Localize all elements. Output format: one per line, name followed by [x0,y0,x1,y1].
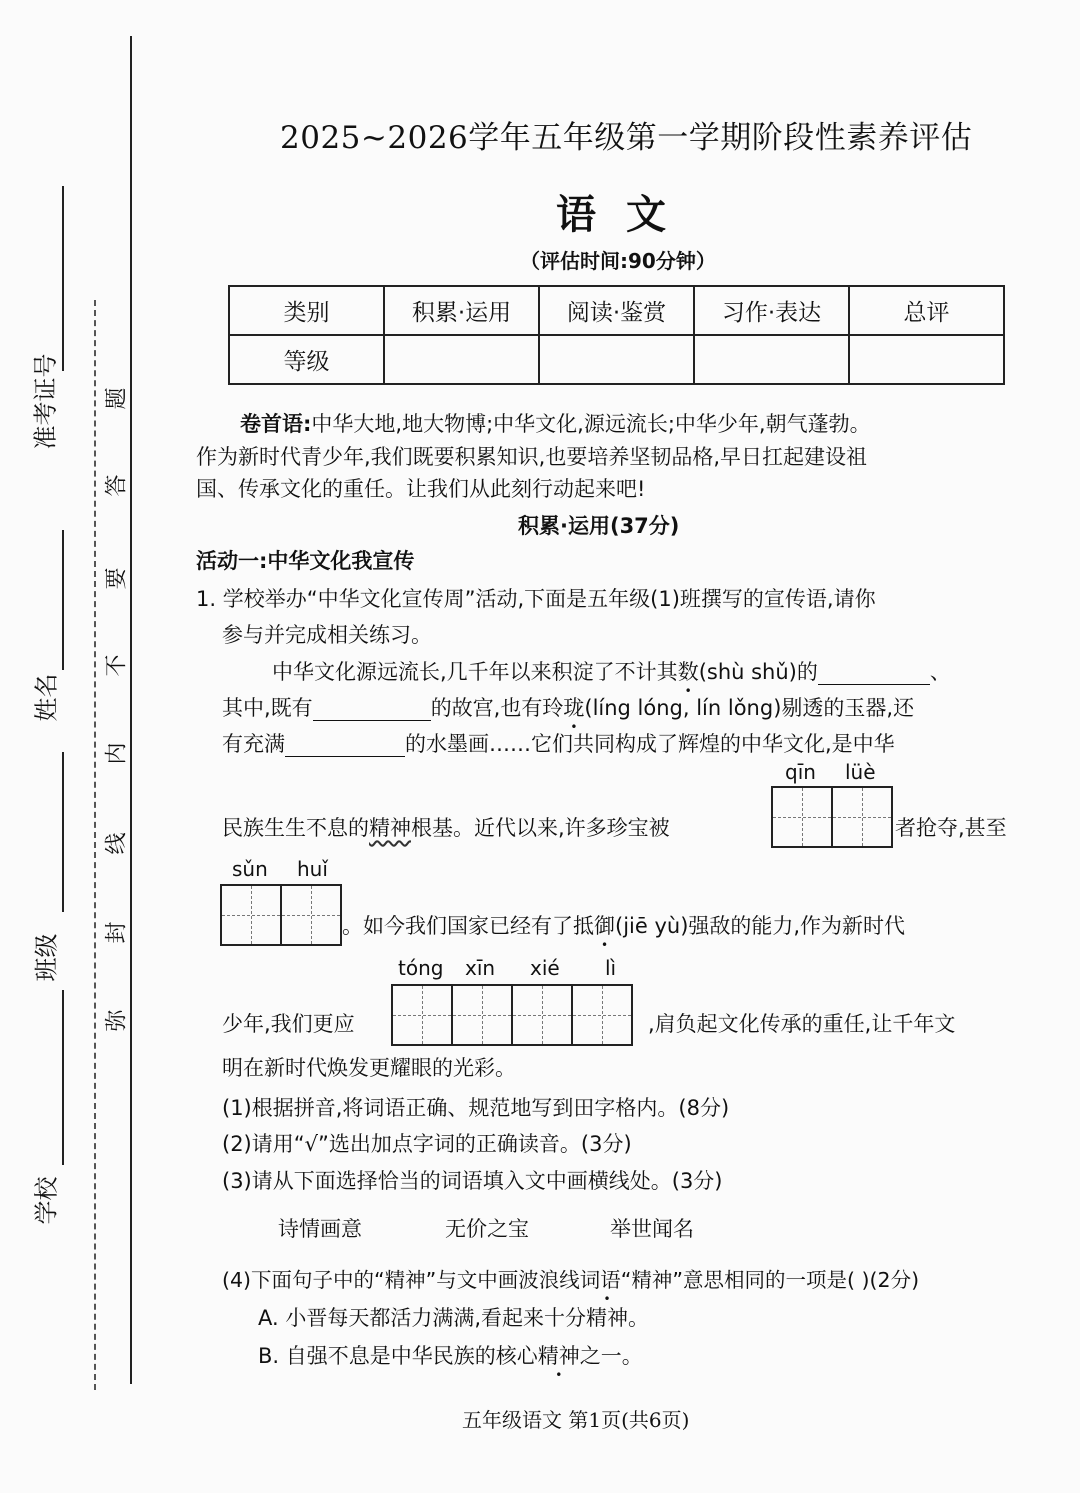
word-option: 诗情画意 [278,1217,362,1241]
passage-text: 民族生生不息的 [222,816,369,840]
section-title: 积累·运用(37分) [518,514,680,538]
pinyin-hui: huǐ [297,857,328,881]
passage-text: 。如今我们国家已经有了抵 [342,914,594,938]
sub-question-3: (3)请从下面选择恰当的词语填入文中画横线处。(3分) [222,1169,723,1193]
tianzi-grid-sunhui[interactable] [220,884,342,946]
fill-blank-3[interactable] [285,732,405,757]
option-a[interactable] [258,1302,649,1332]
seal-word: 内 [104,742,130,765]
option-b-text: 之一。 [579,1344,643,1368]
pinyin-choice-long[interactable]: (líng lóng, lín lǒng)剔透的玉器,还 [584,696,915,720]
grade-input-cell[interactable] [694,335,849,384]
exam-time: （评估时间:90分钟） [520,249,716,273]
tianzi-grid-qinlue[interactable] [771,786,893,848]
sub-question-2: (2)请用“√”选出加点字词的正确读音。(3分) [222,1132,632,1156]
score-table-cell: 总评 [849,286,1004,335]
tianzi-cell[interactable] [280,884,342,946]
score-table-grade-row [229,335,1004,384]
tianzi-grid-tongxinxieli[interactable] [391,984,633,1046]
binding-dashed-line [94,300,96,1390]
score-table-cell: 积累·运用 [384,286,539,335]
school-label: 学校 [32,1176,61,1225]
dotted-char: 珑 [563,696,585,720]
q1-stem-line-2: 参与并完成相关练习。 [222,623,432,647]
word-option: 举世闻名 [610,1217,694,1241]
passage-line-3 [222,728,895,758]
sub-question-1: (1)根据拼音,将词语正确、规范地写到田字格内。(8分) [222,1096,730,1120]
passage-line-5 [342,910,905,940]
passage-text: 根基。近代以来,许多珍宝被 [411,816,670,840]
pinyin-xin: xīn [465,956,496,980]
class-label: 班级 [32,933,61,982]
tianzi-cell[interactable] [571,984,633,1046]
exam-title: 2025~2026学年五年级第一学期阶段性素养评估 [280,120,973,156]
wavy-word-jingshen: 精神 [369,816,411,840]
name-line[interactable] [62,530,64,670]
passage-line-6b: ,肩负起文化传承的重任,让千年文 [648,1012,956,1036]
seal-word: 题 [104,387,130,410]
score-table-cell: 等级 [229,335,384,384]
pinyin-tong: tóng [398,956,444,980]
binding-solid-line [130,36,132,1384]
score-table-cell: 习作·表达 [694,286,849,335]
exam-number-label: 准考证号 [31,353,60,450]
passage-line-2 [222,692,914,722]
passage-text: 中华文化源远流长,几千年以来积淀了不计其 [272,660,678,684]
intro-label: 卷首语: [240,412,312,436]
dotted-char: 数 [677,660,699,684]
pinyin-lue: lüè [845,760,876,784]
passage-text: 的水墨画……它们共同构成了辉煌的中华文化,是中华 [405,732,895,756]
fill-blank-2[interactable] [313,696,431,721]
seal-word: 不 [104,654,130,677]
passage-line-1 [272,656,951,686]
page-footer: 五年级语文 第1页(共6页) [462,1408,690,1432]
passage-line-4a [222,812,670,842]
tianzi-cell[interactable] [511,984,573,1046]
seal-word: 封 [104,921,130,944]
option-b[interactable] [258,1340,643,1370]
tianzi-cell[interactable] [771,786,833,848]
subject-title: 语文 [556,192,696,238]
pinyin-li: lì [605,956,617,980]
exam-number-line[interactable] [62,186,64,371]
dotted-word: 精神 [586,1306,629,1330]
passage-text: 、 [929,660,951,684]
dotted-char: 御 [594,914,615,938]
pinyin-qin: qīn [785,760,816,784]
intro-line-3: 国、传承文化的重任。让我们从此刻行动起来吧! [196,477,646,501]
intro-line-2: 作为新时代青少年,我们既要积累知识,也要培养坚韧品格,早日扛起建设祖 [196,445,868,469]
option-a-text: 。 [628,1306,650,1330]
word-option: 无价之宝 [445,1217,529,1241]
activity-title: 活动一:中华文化我宣传 [196,549,415,573]
score-table-cell: 类别 [229,286,384,335]
seal-word: 要 [104,567,130,590]
score-table-header-row [229,286,1004,335]
passage-line-7: 明在新时代焕发更耀眼的光彩。 [222,1056,516,1080]
intro-line-1 [240,408,871,438]
class-line[interactable] [62,752,64,912]
passage-line-4b: 者抢夺,甚至 [895,816,1007,840]
q1-stem-line-1: 1. 学校举办“中华文化宣传周”活动,下面是五年级(1)班撰写的宣传语,请你 [196,587,876,611]
passage-text: 的故宫,也有玲 [430,696,564,720]
seal-word: 答 [104,474,130,497]
passage-line-6a: 少年,我们更应 [222,1012,355,1036]
option-a-text: A. 小晋每天都活力满满,看起来十分 [258,1306,587,1330]
seal-word: 线 [104,832,130,855]
school-line[interactable] [62,990,64,1165]
tianzi-cell[interactable] [831,786,893,848]
sub-question-4[interactable]: (4)下面句子中的“精神”与文中画波浪线词语“精神”意思相同的一项是( )(2分) [222,1268,920,1292]
name-label: 姓名 [32,673,61,722]
fill-blank-1[interactable] [818,660,930,685]
tianzi-cell[interactable] [391,984,453,1046]
seal-word: 弥 [104,1009,130,1032]
intro-text: 中华大地,地大物博;中华文化,源远流长;中华少年,朝气蓬勃。 [311,412,871,436]
tianzi-cell[interactable] [220,884,282,946]
score-table [228,285,1005,385]
grade-input-cell[interactable] [384,335,539,384]
grade-input-cell[interactable] [539,335,694,384]
pinyin-choice-shu[interactable]: (shù shǔ)的 [698,660,818,684]
tianzi-cell[interactable] [451,984,513,1046]
passage-text: 有充满 [222,732,285,756]
passage-text: 其中,既有 [222,696,313,720]
grade-input-cell[interactable] [849,335,1004,384]
dotted-word: 精神 [537,1344,580,1368]
pinyin-choice-yu[interactable]: (jiē yù)强敌的能力,作为新时代 [615,914,906,938]
pinyin-sun: sǔn [232,857,268,881]
option-b-text: B. 自强不息是中华民族的核心 [258,1344,538,1368]
score-table-cell: 阅读·鉴赏 [539,286,694,335]
pinyin-xie: xié [530,956,560,980]
